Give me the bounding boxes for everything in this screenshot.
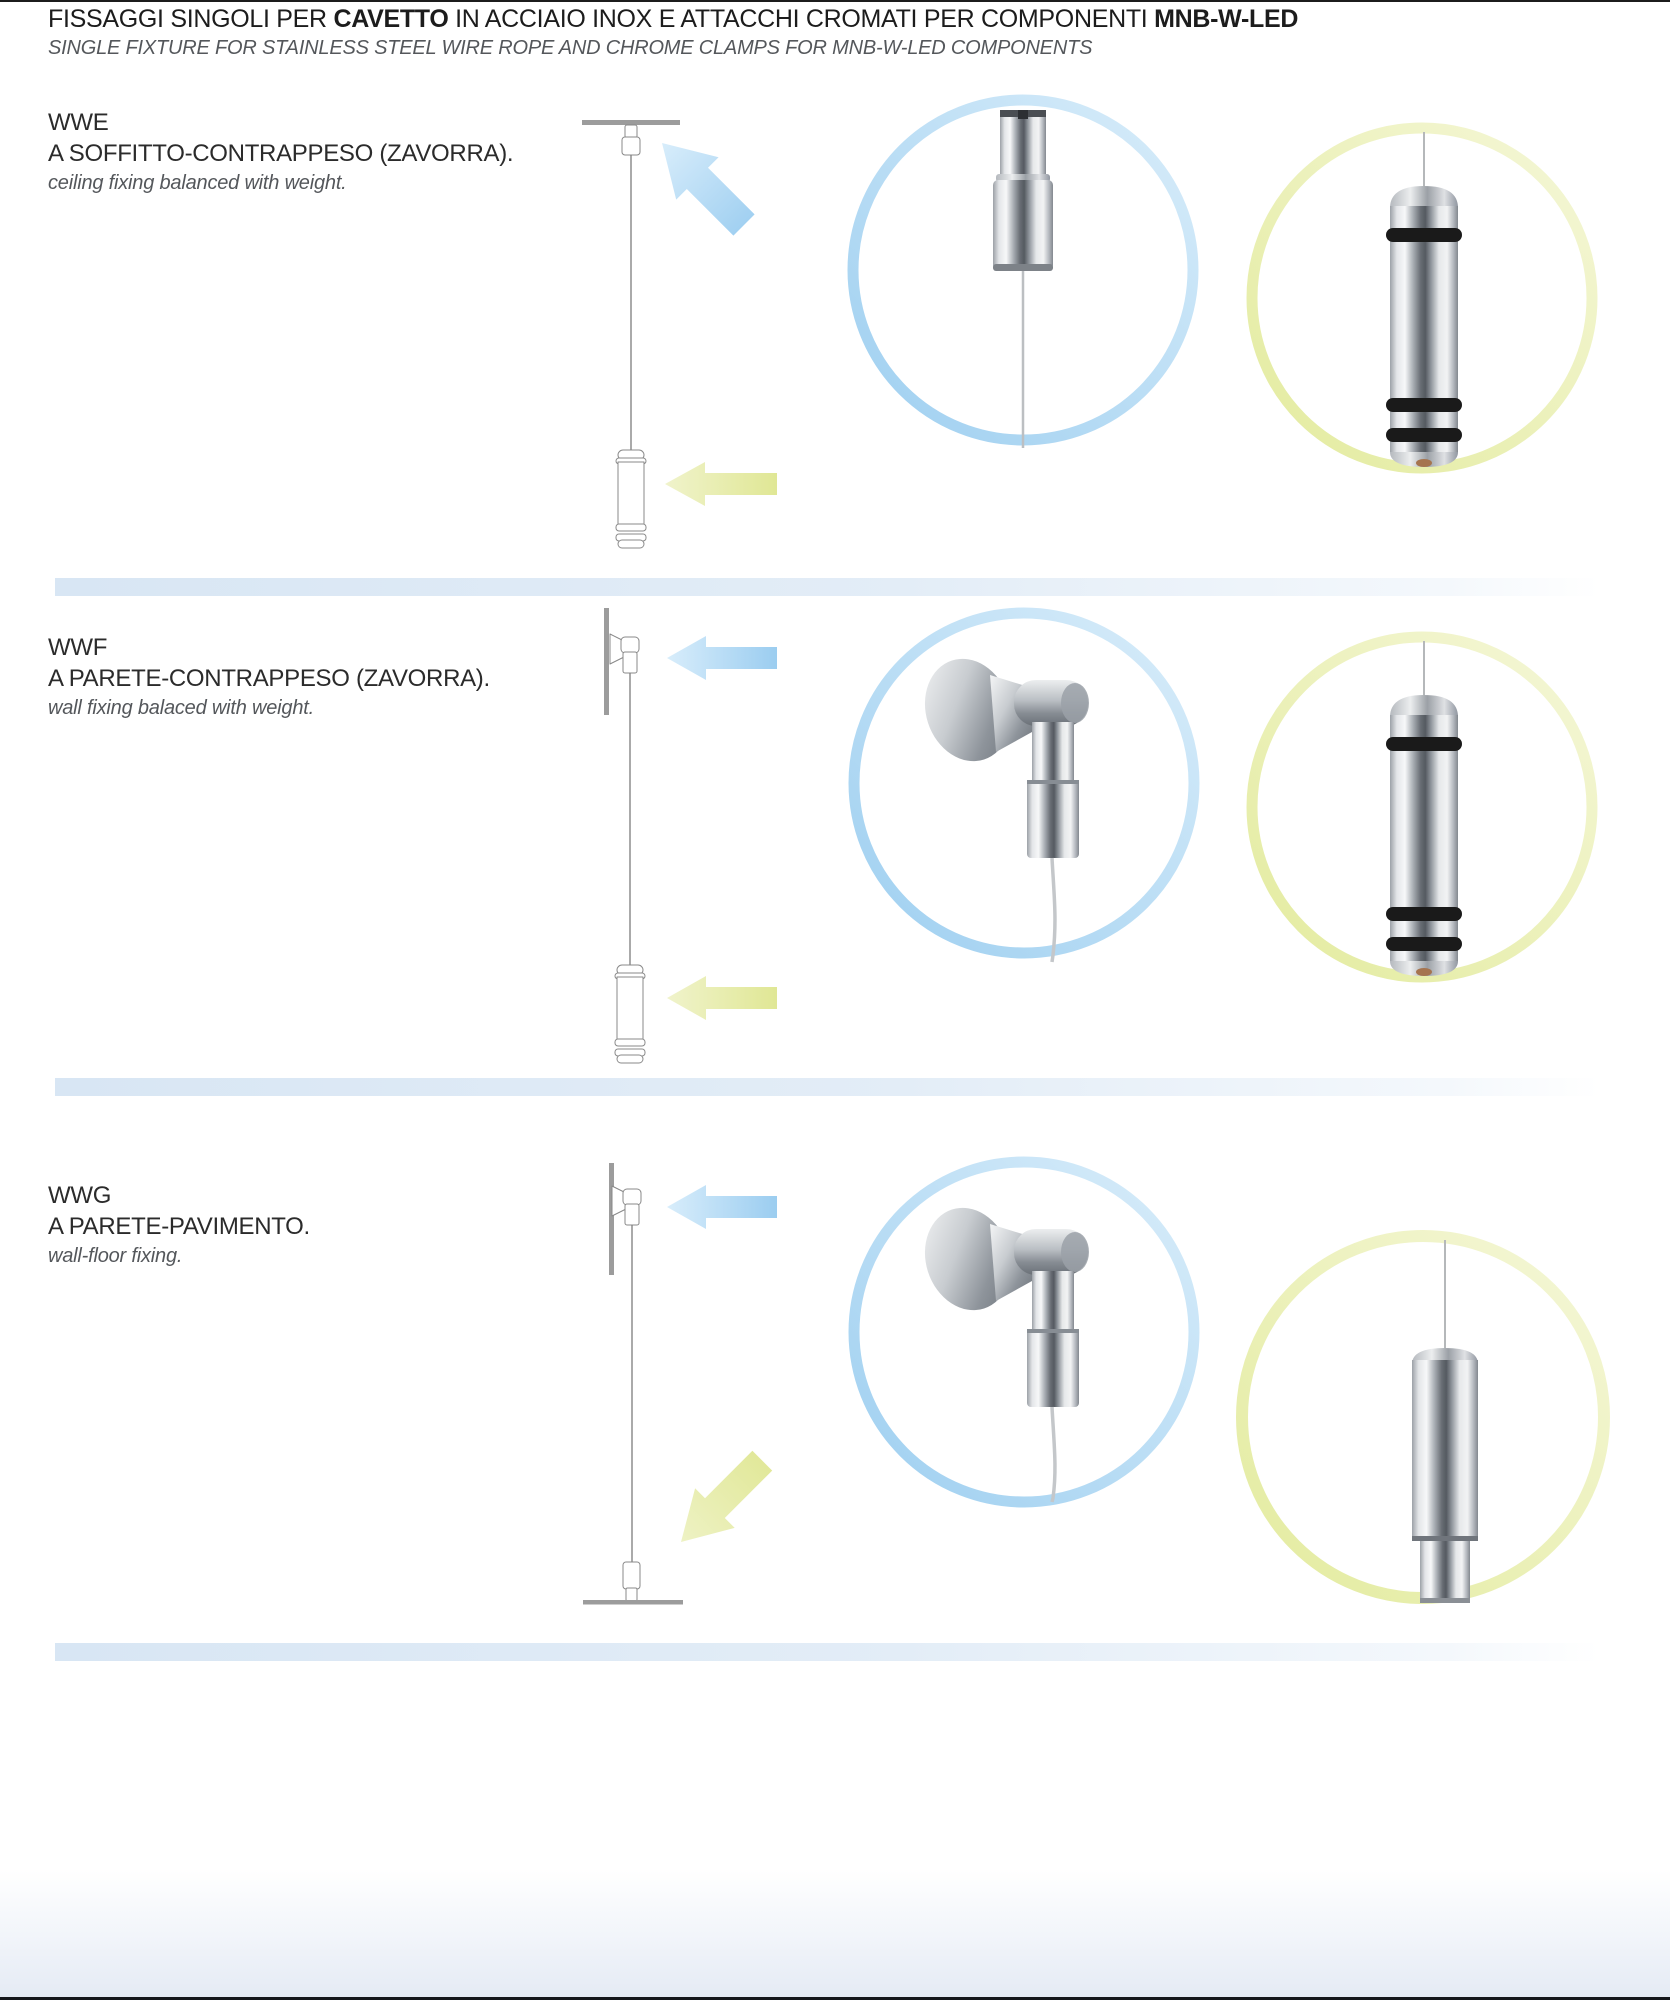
photo-wall-clamp-2 — [854, 1162, 1194, 1502]
section-wwf-text — [48, 632, 490, 723]
page-subtitle: SINGLE FIXTURE FOR STAINLESS STEEL WIRE ROPE AND CHROME CLAMPS FOR MNB-W-LED COMPONENTS — [48, 37, 1093, 59]
o-ring — [1386, 907, 1462, 921]
counterweight — [615, 965, 645, 1063]
section-code: WWF — [48, 634, 108, 661]
section-wwg-text — [48, 1180, 310, 1271]
section-wwe-text — [48, 107, 513, 198]
wall-line — [604, 608, 609, 715]
top-rule — [0, 0, 1670, 2]
floor-fixing-foot — [626, 1588, 637, 1601]
section-code: WWG — [48, 1182, 112, 1209]
section-description-it: A SOFFITTO-CONTRAPPESO (ZAVORRA). — [48, 140, 514, 167]
wwf-diagram — [604, 608, 777, 1063]
wall-fixing-barrel — [621, 637, 639, 653]
photo-counterweight-2 — [1252, 637, 1592, 977]
o-ring — [1386, 737, 1462, 751]
arrow-down-left-icon — [681, 1451, 772, 1542]
section-divider-2 — [55, 1078, 1600, 1096]
blue-ring — [854, 613, 1194, 953]
floor-fixing-body — [623, 1562, 640, 1589]
counterweight — [616, 450, 646, 548]
photo-ceiling-clamp — [853, 100, 1193, 448]
title-keyword-product: MNB-W-LED — [1154, 5, 1299, 33]
arrow-left-icon — [667, 636, 777, 680]
ceiling-fixing-nipple — [625, 125, 637, 138]
arrow-up-left-icon — [662, 143, 755, 236]
arrow-left-icon — [665, 462, 777, 506]
wall-fixing-body — [623, 652, 637, 673]
photo-wall-clamp-1 — [854, 613, 1194, 962]
title-keyword-cavetto: CAVETTO — [333, 5, 449, 33]
section-divider-3 — [55, 1643, 1600, 1661]
wwe-diagram — [582, 120, 777, 548]
photo-counterweight-1 — [1252, 128, 1592, 468]
o-ring — [1386, 228, 1462, 242]
title-part: IN ACCIAIO INOX E ATTACCHI CROMATI PER COMPONENTI — [448, 5, 1155, 33]
blue-ring — [854, 1162, 1194, 1502]
wall-line — [609, 1163, 614, 1275]
page-header — [48, 4, 1298, 60]
section-description-it: A PARETE-PAVIMENTO. — [48, 1213, 310, 1240]
ceiling-fixing-body — [622, 137, 640, 155]
arrow-left-icon — [667, 1185, 777, 1229]
section-divider-1 — [55, 578, 1600, 596]
page-title — [48, 4, 1298, 34]
section-description-en: wall-floor fixing. — [48, 1245, 183, 1267]
ceiling-line — [582, 120, 680, 125]
section-description-en: wall fixing balaced with weight. — [48, 697, 314, 719]
wall-fixing-barrel — [623, 1189, 641, 1205]
section-description-it: A PARETE-CONTRAPPESO (ZAVORRA). — [48, 665, 490, 692]
wall-fixing-body — [625, 1204, 639, 1225]
wwg-diagram — [583, 1163, 777, 1605]
bottom-fade — [0, 1870, 1670, 2000]
o-ring — [1386, 937, 1462, 951]
o-ring — [1386, 428, 1462, 442]
arrow-left-icon — [667, 976, 777, 1020]
title-part: FISSAGGI SINGOLI PER — [48, 5, 334, 33]
section-code: WWE — [48, 109, 109, 136]
o-ring — [1386, 398, 1462, 412]
floor-line — [583, 1600, 683, 1605]
photo-floor-fixing — [1242, 1236, 1604, 1603]
section-description-en: ceiling fixing balanced with weight. — [48, 172, 347, 194]
